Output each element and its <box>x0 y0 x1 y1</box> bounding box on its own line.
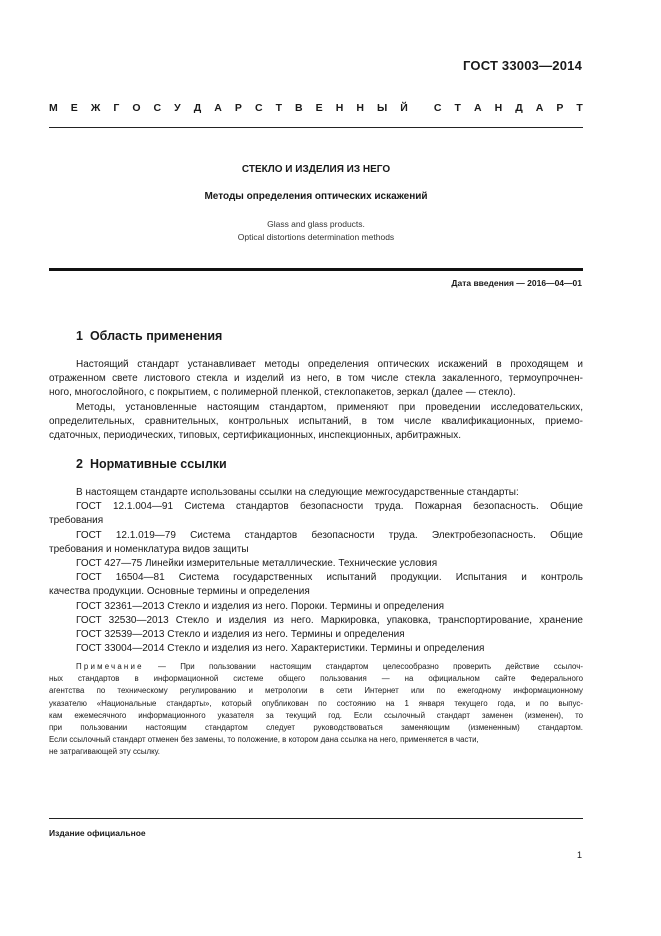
english-title <box>49 218 583 244</box>
section-1-title: Область применения <box>89 329 223 343</box>
normative-references-list <box>49 486 583 656</box>
reference-line: требования и номенклатура видов защиты <box>49 543 249 555</box>
english-title-line-1: Glass and glass products. <box>267 219 365 229</box>
standard-type-letter: С <box>153 102 162 114</box>
standard-type-letter: Г <box>113 102 120 114</box>
document-subtitle: Методы определения оптических искажений <box>204 191 428 202</box>
section-1-heading <box>76 329 222 343</box>
text-line: определительных, сравнительных, контрольных испытаний, в том числе квалификационных, приемо- <box>49 415 583 427</box>
standard-type-letter: Н <box>356 102 364 114</box>
note-text: — При пользовании настоящим стандартом целесообразно проверить действие ссылоч- <box>143 662 583 671</box>
standard-type-letter: С <box>254 102 263 114</box>
english-title-line-2: Optical distortions determination methods <box>237 232 395 242</box>
note-line: кам ежемесячного информационного указателя за текущий год. Если ссылочный стандарт заменен (изменен), то <box>49 710 583 720</box>
reference-line: ГОСТ 427—75 Линейки измерительные металлические. Технические условия <box>76 558 438 570</box>
standard-type-letter: Р <box>234 102 242 114</box>
reference-line: требования <box>49 515 104 527</box>
section-2-heading <box>76 457 227 471</box>
reference-line: ГОСТ 12.1.019—79 Система стандартов безопасности труда. Электробезопасность. Общие <box>76 529 583 541</box>
footer-rule <box>49 818 583 819</box>
note-line: при пользовании настоящим стандартом следует руководствоваться заменяющим (измененным) стандартом. <box>49 723 583 733</box>
standard-type-letter: Н <box>494 102 503 114</box>
standard-type-letter: А <box>473 102 482 114</box>
standard-type-letter: О <box>132 102 141 114</box>
gost-number: ГОСТ 33003—2014 <box>463 58 582 73</box>
header-rule <box>49 127 583 128</box>
section-2-number: 2 <box>76 457 83 471</box>
note-line <box>49 661 583 673</box>
note-label: Примечание <box>76 662 144 671</box>
reference-line: ГОСТ 32530—2013 Стекло и изделия из него. Маркировка, упаковка, транспортирование, хранение <box>76 614 583 626</box>
standard-type-heading <box>49 102 583 114</box>
standard-type-letter: А <box>214 102 222 114</box>
section-1-number: 1 <box>76 329 83 343</box>
note-line: ных стандартов в информационной системе общего пользования — на официальном сайте Федерального <box>49 674 583 684</box>
note-line: Если ссылочный стандарт отменен без замены, то положение, в котором дана ссылка на него, применяется в части, <box>49 735 479 745</box>
title-rule <box>49 268 583 271</box>
document-title: СТЕКЛО И ИЗДЕЛИЯ ИЗ НЕГО <box>241 164 391 175</box>
reference-line: качества продукции. Основные термины и определения <box>49 586 310 598</box>
section-2-title: Нормативные ссылки <box>89 457 227 471</box>
standard-type-letter: Е <box>70 102 78 114</box>
standard-type-letter: Д <box>193 102 202 114</box>
standard-type-letter: А <box>535 102 544 114</box>
standard-type-letter: Т <box>454 102 461 114</box>
edition-label: Издание официальное <box>49 828 146 838</box>
reference-line: ГОСТ 32361—2013 Стекло и изделия из него. Пороки. Термины и определения <box>76 600 445 612</box>
text-line: сдаточных, периодических, типовых, сертификационных, инспекционных, арбитражных. <box>49 430 461 442</box>
standard-type-letter: Т <box>275 102 282 114</box>
reference-line: ГОСТ 12.1.004—91 Система стандартов безопасности труда. Пожарная безопасность. Общие <box>76 501 583 513</box>
standard-type-letter: Ы <box>376 102 388 114</box>
text-line: Методы, установленные настоящим стандартом, применяют при проведении исследовательских, <box>76 401 583 413</box>
standard-type-letter: У <box>174 102 181 114</box>
text-line: ного, многослойного, с покрытием, с полимерной пленкой, стеклопакетов, зеркал (далее — стекло). <box>49 387 516 399</box>
note-block <box>49 661 583 759</box>
reference-line: ГОСТ 16504—81 Система государственных испытаний продукции. Испытания и контроль <box>76 572 583 584</box>
standard-type-letter: Д <box>515 102 523 114</box>
reference-line: В настоящем стандарте использованы ссылки на следующие межгосударственные стандарты: <box>76 487 519 498</box>
standard-type-letter: Т <box>576 102 583 114</box>
standard-type-letter: Ж <box>90 102 101 114</box>
section-1-body <box>49 358 583 443</box>
reference-line: ГОСТ 32539—2013 Стекло и изделия из него. Термины и определения <box>76 629 405 641</box>
standard-type-letter: Е <box>315 102 323 114</box>
text-line: Настоящий стандарт устанавливает методы определения оптических искажений в проходящем и <box>76 359 583 370</box>
introduction-date: Дата введения — 2016—04—01 <box>451 278 582 288</box>
standard-type-letter: Й <box>400 102 408 114</box>
note-line: не затрагивающей эту ссылку. <box>49 747 160 757</box>
standard-type-letter: Н <box>335 102 344 114</box>
note-line: агентства по техническому регулированию и метрологии в сети Интернет или по ежегодному информационному <box>49 686 583 696</box>
text-line: отраженном свете листового стекла и изделий из него, в том числе стекла закаленного, термоупрочнен- <box>49 373 583 385</box>
standard-type-letter: В <box>295 102 303 114</box>
page-number: 1 <box>576 850 582 860</box>
note-line: указателю «Национальные стандарты», который опубликован по состоянию на 1 января текущего года, и по выпус- <box>49 698 583 708</box>
standard-type-letter: С <box>433 102 442 114</box>
standard-type-letter: Р <box>556 102 564 114</box>
standard-type-letter: М <box>49 102 58 114</box>
reference-line: ГОСТ 33004—2014 Стекло и изделия из него. Характеристики. Термины и определения <box>76 643 485 655</box>
